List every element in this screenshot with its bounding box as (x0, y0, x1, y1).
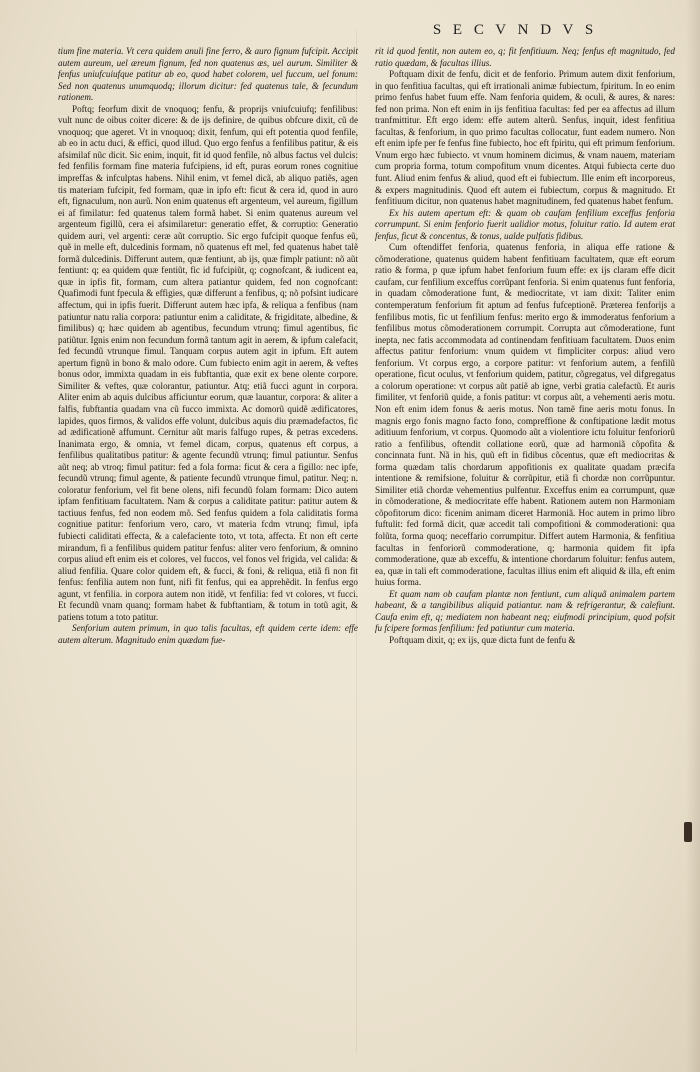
paragraph: Poftquam dixit de fenfu, dicit et de fenforio. Primum autem dixit fenforium, in quo fenfitiua facultas, qui eft irrationali animæ fubiectum, fpiritum. In eo enim primo fenfus habet fuum effe. Nam fenforia quidem, & oculi, & aures, & nares: fed non prima. Non eft enim in ijs fenfitiua facultas: fed per ea affectus ad illum tranfmittitur. Eft ergo idem: effe autem alterũ. Senfus, inquit, idest fenfitiua facultas, & fenforium, in quo primo facultas collocatur, funt eadem numero. Non eft enim ipfe per fe fenfus fine fubiecto, hoc eft fpiritu, qui eft primum fenforium. Vnum ergo hæc fubiecto. vt vnum hominem dicimus, & vnam nauem, materiam cum propria forma, totum compofitum vnum dicentes. Atqui fubiecta certe duo funt. Aliud enim fenfus & aliud, quod eft ei fubiectum. Ille enim eft incorporeus, & expers magnitudinis. Quod eft autem ei fubiectum, corpus & magnitudo. Et fenfitiuum dicitur, non quatenus habet magnitudinem, fed quatenus habet fenfum. (375, 69, 675, 207)
paragraph: Poftquam dixit, q; ex ijs, quæ dicta funt de fenfu & (389, 634, 576, 645)
paragraph: tium fine materia. Vt cera quidem anuli fine ferro, & auro fignum fufcipit. Accipit autem aureum, uel æreum fignum, fed non quatenus æs, uel aurum. Similiter & fenfus uniufcuiufque patitur ab eo, quod habet colorem, uel fuccum, uel fonum: Sed non quatenus unumquodq; illorum dicitur: fed quatenus tale, & fecundum rationem. (58, 46, 358, 103)
page-edge-tab-mark (684, 822, 692, 842)
paragraph: Poftq; feorfum dixit de vnoquoq; fenfu, & proprijs vniufcuiufq; fenfilibus: vult nunc de oibus coiter dicere: & de ijs definire, de quibus obfcure dixit, cũ de vnoquoq; que ageret. Vt in vnoquoq; dixit, fenfum, qui eft potentia quod fenfile, ab eo in actu duci, & effici, quod illud. Quo ergo fenfus a fenfilibus patitur, & eis afsimilaf nũc dicit. Sic enim, inquit, fit id quod fenfile, nõ albus factus vel dulcis: fed fenfilis formam fine materia fufcipiens, id eft, puras eorum rones cognitiue impreffas & infculptas habens. Nihil enim, vt femel dicã, ab aliquo patiẽs, agen tis materiam fufcipit, fed formam, quæ in ipfo eft: ficut & cera id, quod in auro eft, fignaculum, non aurũ. Non enim quatenus eft argenteum, vel aureum, figillum ei af fimilatur: fed quatenus talem formã habet. Si enim quatenus aureum vel argenteum figillũ, cera ei afsimilaretur: generatio effet, & corruptio: Generatio quidem auri, vel argenti: ceræ aũt corruptio. Sic ergo fufcipit quoque fenfus eũ, quẽ in melle eft, dulcedinis formam, nõ quatenus eft mel, fed quatenus habet talẽ formã dulcedinis. Differunt autem, quæ fentiunt, ab ijs, quæ fimplr patiunt: nõ aũt fentiunt: q; ea quidem quæ fentiũt, fic id fufcipiũt, q; cognofcant, & iudicent ea, quæ in ipfis fit, formam, cum altera patiantur quidem, fed non cognofcant: Quafimodi funt fpecula & effigies, quæ differunt a fenfibus, q; nõ pofsint iudicare affectum, qui in ipfis fuerit. Differunt autem hæc ipfa, & reliqua a fenfibus (nam patiuntur natu ralia corpora: patiuntur enim a caliditate, & frigiditate, albedine, & fimilibus) q; hæc quidem ab agentibus, fecundum vtrunq; fimul agentibus, fic patiũtur. Ignis enim non fecundum formã tantum agit in aerem, & ipfum calefacit, fed fecundũ vtrunque fimul. Tanquam corpus autem agit in ipfum. Eft autem apertum fignũ in bono & malo odore. Cum fubiecto enim agit in aerem, & veftes bonus odor, immixta quadam in eis fubftantia, quæ exit ex bene olente corpore. Similiter & veftes, quæ colorantur, patiuntur. Atq; etiã fucci agunt in corpora. Aliter enim ab aquis dulcibus afficiuntur eorum, quæ lauantur, corpora: & aliter a falfis, fubftantia quadam vna cũ fucco immixta. Ac domorũ quidẽ ædificatores, lapides, quos firmos, & validos effe volunt, dulcibus aquis diu præmadefactos, fic ad ædificationẽ affumunt. Cernitur aũt maris falfugo rupes, & petras excedens. Inanimata ergo, & omnia, vt femel dicam, corpus, quatenus eft corpus, a fenfilibus qualitatibus patitur: & agente fecundũ vtrunq; fimul patiuntur. Senfus aũt neq; ab vtroq; fimul patitur: fed a fola forma: ficut & cera a figillo: nec ipfe, fecundũ vtrunq; fimul agente, & patiente fecundũ vtrunque fimul, patitur. Neq; n. coloratur fenforium, vel fit bene olens, nifi fecundũ folam formam: Dico autem ipfam fenfitiuam facultatem. Nam & corpus a caliditate patitur: patitur autem & tactiuus fenfus, fed non eodem mõ. Sed fenfus quidem a fola caliditatis forma cognitiue patitur: fenforium vero, caro, vt materia fcdm vtrunq; fimul, ipfa fubiecti caliditati effecta, & a calefaciente toto, vt tota, affecta. Et non eft certe mirandum, fi a fenfilibus quidem patitur fenfus: aliter vero fenforium, & omnino corpus aliud eft enim eis et colores, vel fuccos, vel fonos vel frigida, vel calida: & aliud fenfilia. Quare color quidem eft, & fucci, & foni, & reliqua, etiã fi non fit fenfus: fenfilia autem non funt, nifi fit fenfus, qui ea apprehẽdit. In fenfus ergo agunt, vt fenfilia. in corpora autem non itidẽ, vt fenfilia: fed vt colores, vt fucci. Et fecundũ vnam quanq; formam habet & fubftantiam, & totum in totũ agit, & patiens totum a toto patitur. (58, 103, 358, 622)
running-header: S E C V N D V S (432, 22, 598, 38)
paragraph: Et quam nam ob caufam plantæ non fentiunt, cum aliquã animalem partem habeant, & a tangibilibus aliquid patiantur. nam & refrigerantur, & calefiunt. Caufa enim eft, q; mediatem non habeant neq; eiufmodi principium, quod pofsit fu fcipere formas fenfilium: fed patiuntur cum materia. (375, 588, 675, 634)
paragraph: Cum oftendiffet fenforia, quatenus fenforia, in aliqua effe ratione & cõmoderatione, quatenus quidem habent fenfitiuam facultatem, quæ eft eorum ratio & forma, p quæ ipfum habet fenforium fuum effe: ex ijs claram effe dicit caufam, cur fenfilium exceffus corrũpant fenforia. Si enim quatenus funt fenforia, in quadam cõmoderatione funt, & mediocritate, vt iam dixit: Taliter enim contemperatum fenforium fit aptum ad fenfus fufceptionẽ. Præterea fenforijs a fenfilibus motis, fic ut fenfilium fenfus: merito ergo & immoderatus fenforium a fenfilibus motus cõmoderationem corrumpit. Corrupta aut cõmoderatione, funt inepta, nec fatis accommodata ad continendam fenfitiuam facultatem. Duos enim affectus patitur fenforium: vnum quidem vt fimpliciter corpus: aliud vero fenforium. Vt corpus ergo, a corpore patitur: vt fenforium autem, a fenfilũ operatione, ficut oculus, vt fenforium quidem, patitur, cõgregatus, vel difgregatus a colorum operatione: vt corpus aũt patiẽ ab igne, verbi gratia calefactũ. Et auris fimiliter, vt fenforiũ quide, a fonis patitur: vt corpus aũt, a vehementi aeris motu. Non eft enim idem fonus & aeris motus. Non tamẽ fine aeris motu fonus. In magnis ergo fonis magno facto fono, compreffione & conftipatione lædit motus aditiuum fenforium, vt corpus. Quomodo aũt a violentiore ictu foluitur fenforiorũ ratio a fenfilibus, oftendit collatione eorũ, quæ ad harmoniã cõpofita & concinnata funt. Nã in his, quũ eft in fidibus cõcentus, quæ eft mediocritas & forma quædam talis chordarum appofitionis ex qualitate quadam præcifa intentione & remifsione, foluitur & corrũpitur, etiã fi chordæ non corrũpuntur. Similiter etiã chordæ vehementius pulfentur. Exceffus enim ea corrumpunt, quæ in cõmoderatione, & mediocritate effe habent. Rationem autem non Harmoniam cõpofitorum dico: ficenim animam diceret Harmoniã. Hoc autem in primo libro fuftulit: fed formã dicit, quæ accedit tali compofitioni & commoderationi: qua folũta, forma quoq; neceffario corrumpitur. Differt autem Harmonia, & fenfitiua facultas in fenforiorũ commoderatione, q; harmonia quidem fit ipfa commoderatione, quæ ab exceffu, & intentione chordarum foluitur: fenfus autem, ea, quæ in tali eft commoderatione, facultas illius enim eft aliquid & illa, eft enim huius forma. (375, 242, 675, 588)
paragraph: rit id quod fentit, non autem eo, q; fit fenfitiuum. Neq; fenfus eft magnitudo, fed ratio quædam, & facultas illius. (375, 46, 675, 68)
page-edge-shadow (686, 0, 700, 1072)
right-text-column (375, 46, 675, 646)
paragraph: Ex his autem apertum eft: & quam ob caufam fenfilium exceffus fenforia corrumpunt. Si enim fenforio fuerit ualidior motus, foluitur ratio. Id autem erat fenfus, ficut & concentus, & tonus, ualde pulfatis fidibus. (375, 207, 675, 241)
left-text-column (58, 46, 358, 646)
paragraph: Senforium autem primum, in quo talis facultas, eft quidem certe idem: effe autem alterum. Magnitudo enim quædam fue- (58, 623, 358, 645)
